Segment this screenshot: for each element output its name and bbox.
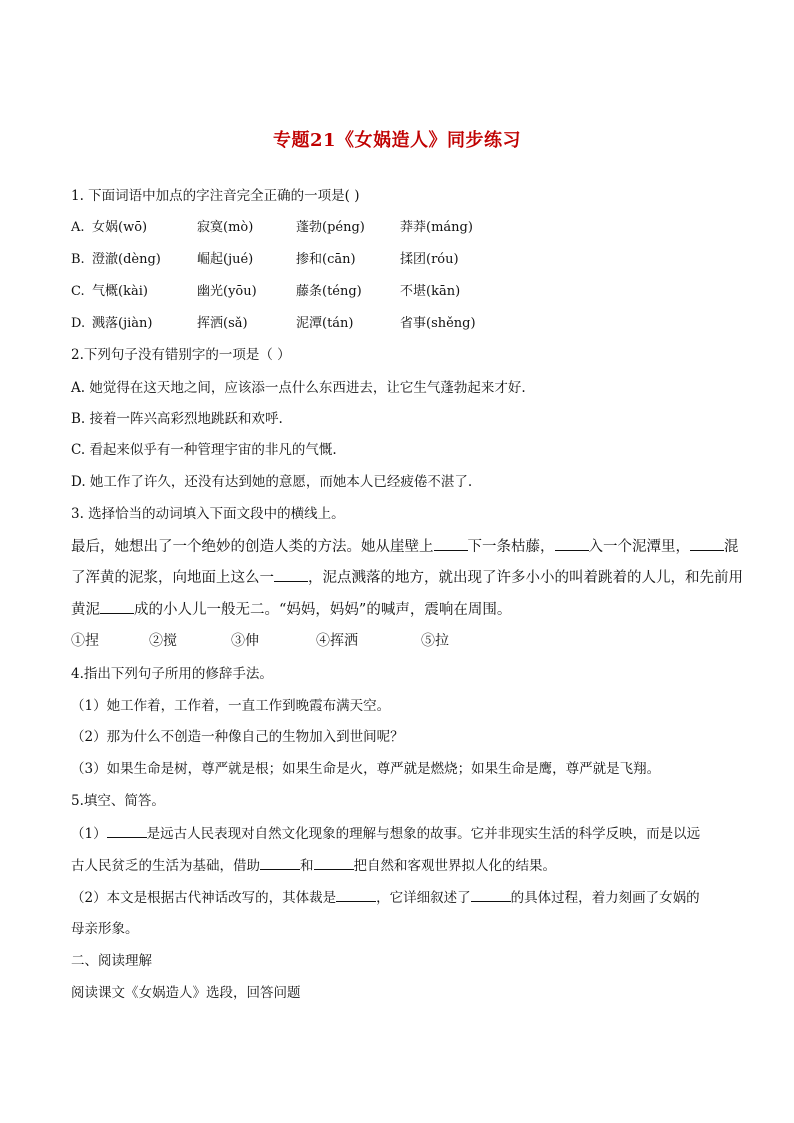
q5-text: 古人民贫乏的生活为基础，借助 xyxy=(71,858,260,874)
q3-passage-line-3 xyxy=(71,599,511,620)
fill-blank[interactable] xyxy=(100,599,134,614)
q3-choice-2: ②搅 xyxy=(149,633,177,649)
q1-option-d-item-1: 溅落(jiàn) xyxy=(92,316,153,331)
q1-option-b-item-3: 掺和(cān) xyxy=(296,252,356,267)
q1-option-c-item-1: 气概(kài) xyxy=(92,284,148,299)
q5-text: 和 xyxy=(300,858,314,874)
section-2-intro: 阅读课文《女娲造人》选段，回答问题 xyxy=(71,985,301,1001)
q3-passage-text: 了浑黄的泥浆，向地面上这么一 xyxy=(71,570,274,586)
q4-item-2: （2）那为什么不创造一种像自己的生物加入到世间呢？ xyxy=(71,729,404,745)
q1-option-b-label: B. xyxy=(71,252,85,267)
q1-option-b-item-1: 澄澈(dèng) xyxy=(92,252,161,267)
fill-blank[interactable] xyxy=(107,823,147,838)
fill-blank[interactable] xyxy=(434,536,468,551)
q3-choice-5: ⑤拉 xyxy=(421,633,449,649)
q5-text: 是远古人民表现对自然文化现象的理解与想象的故事。它并非现实生活的科学反映，而是以远 xyxy=(146,826,701,842)
q3-passage-line-2 xyxy=(71,567,743,588)
q5-part-1-line-2 xyxy=(71,855,556,876)
q1-option-a-item-2: 寂寞(mò) xyxy=(197,220,254,235)
q1-option-d-item-4: 省事(shěng) xyxy=(400,316,476,331)
q2-option-b: B. 接着一阵兴高彩烈地跳跃和欢呼. xyxy=(71,411,283,427)
q5-text: 的具体过程，着力刻画了女娲的 xyxy=(510,890,700,906)
q5-text: ，它详细叙述了 xyxy=(376,890,471,906)
fill-blank[interactable] xyxy=(471,887,511,902)
fill-blank[interactable] xyxy=(260,855,300,870)
q5-text: （2）本文是根据古代神话改写的，其体裁是 xyxy=(71,890,337,906)
q5-text: 把自然和客观世界拟人化的结果。 xyxy=(353,858,556,874)
q5-part-1-line-1 xyxy=(71,823,700,844)
q1-option-a-item-4: 莽莽(máng) xyxy=(400,220,473,235)
q3-passage-text: 成的小人儿一般无二。“妈妈，妈妈”的喊声，震响在周围。 xyxy=(134,602,512,618)
q3-passage-text: 黄泥 xyxy=(71,602,100,618)
page-title: 专题21《女娲造人》同步练习 xyxy=(272,130,522,151)
fill-blank[interactable] xyxy=(690,536,724,551)
q3-passage-text: ，泥点溅落的地方，就出现了许多小小的叫着跳着的人儿，和先前用 xyxy=(308,570,743,586)
q3-passage-text: 入一个泥潭里， xyxy=(588,539,690,555)
q4-stem: 4.指出下列句子所用的修辞手法。 xyxy=(71,666,273,682)
fill-blank[interactable] xyxy=(336,887,376,902)
q3-choice-4: ④挥洒 xyxy=(316,633,358,649)
q1-option-c-label: C. xyxy=(71,284,85,299)
q1-option-a-item-1: 女娲(wō) xyxy=(92,220,148,235)
q1-option-c-item-4: 不堪(kān) xyxy=(400,284,461,299)
q1-option-c-item-2: 幽光(yōu) xyxy=(197,284,257,299)
q3-passage-text: 混 xyxy=(724,539,739,555)
q1-option-d-item-3: 泥潭(tán) xyxy=(296,316,354,331)
q1-option-d-item-2: 挥洒(sǎ) xyxy=(197,316,248,331)
q1-stem: 1. 下面词语中加点的字注音完全正确的一项是( ) xyxy=(71,188,360,204)
q5-part-2-line-2: 母亲形象。 xyxy=(71,921,139,937)
q1-option-d-label: D. xyxy=(71,316,86,331)
q5-part-2-line-1 xyxy=(71,887,700,908)
q3-choice-3: ③伸 xyxy=(231,633,259,649)
q3-passage-text: 最后，她想出了一个绝妙的创造人类的方法。她从崖壁上 xyxy=(71,539,434,555)
q4-item-1: （1）她工作着，工作着，一直工作到晚霞布满天空。 xyxy=(71,698,391,714)
q2-option-a: A. 她觉得在这天地之间，应该添一点什么东西进去，让它生气蓬勃起来才好. xyxy=(71,380,526,396)
q5-text: （1） xyxy=(71,826,107,842)
q2-option-d: D. 她工作了许久，还没有达到她的意愿，而她本人已经疲倦不湛了. xyxy=(71,474,473,490)
fill-blank[interactable] xyxy=(314,855,354,870)
q3-stem: 3. 选择恰当的动词填入下面文段中的横线上。 xyxy=(71,506,345,522)
q3-passage-line-1 xyxy=(71,536,739,557)
q3-passage-text: 下一条枯藤， xyxy=(467,539,555,555)
q2-stem: 2.下列句子没有错别字的一项是（ ） xyxy=(71,347,291,363)
q1-option-b-item-2: 崛起(jué) xyxy=(197,252,254,267)
q3-choice-1: ①捏 xyxy=(71,633,99,649)
fill-blank[interactable] xyxy=(274,567,308,582)
q4-item-3: （3）如果生命是树，尊严就是根；如果生命是火，尊严就是燃烧；如果生命是鹰，尊严就是飞翔。 xyxy=(71,761,661,777)
q1-option-a-item-3: 蓬勃(péng) xyxy=(296,220,365,235)
q1-option-b-item-4: 揉团(róu) xyxy=(400,252,459,267)
q5-stem: 5.填空、简答。 xyxy=(71,793,165,809)
q1-option-c-item-3: 藤条(téng) xyxy=(296,284,362,299)
section-2-heading: 二、阅读理解 xyxy=(71,953,152,969)
q1-option-a-label: A. xyxy=(71,220,85,235)
q2-option-c: C. 看起来似乎有一种管理宇宙的非凡的气慨. xyxy=(71,442,337,458)
fill-blank[interactable] xyxy=(555,536,589,551)
